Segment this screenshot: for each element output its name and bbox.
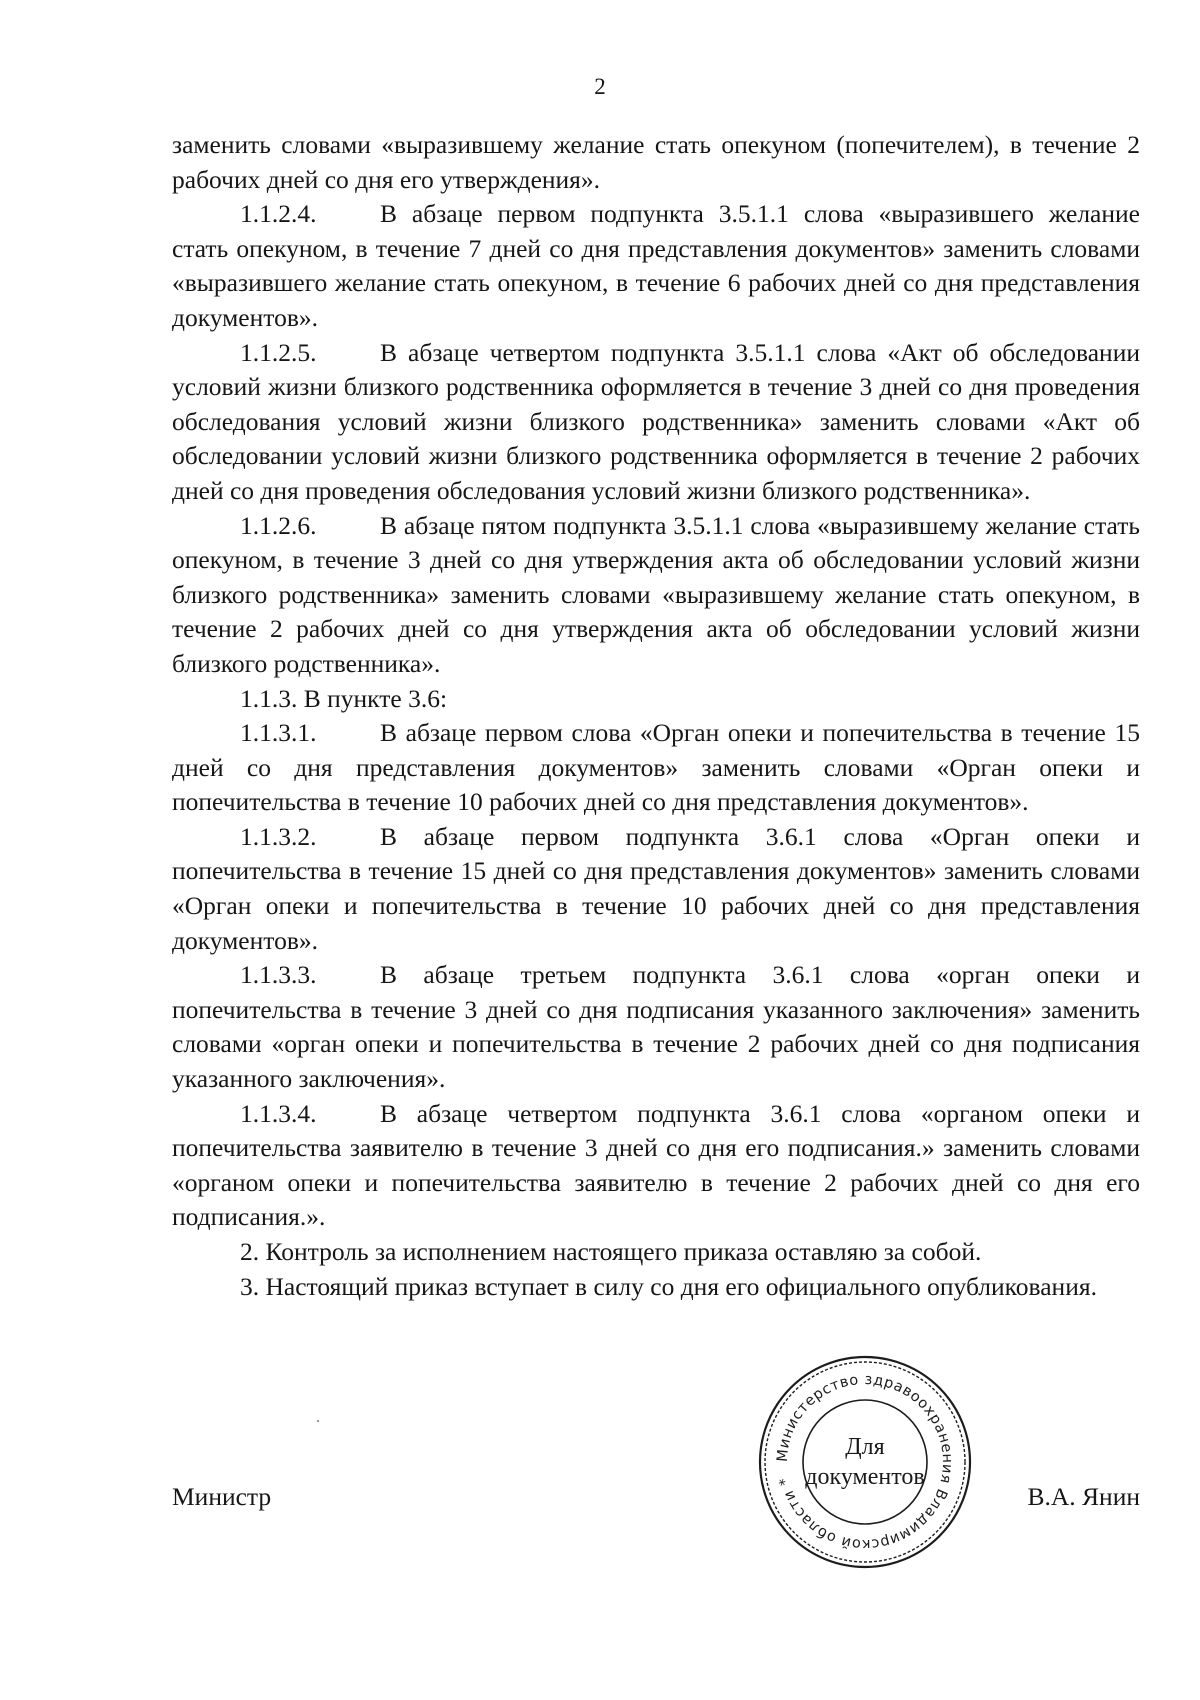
signer-position: Министр	[172, 1482, 272, 1511]
document-body	[172, 128, 1140, 1304]
official-seal	[755, 1352, 975, 1572]
scan-speck	[317, 1420, 319, 1422]
clause-number: 1.1.3.3.	[240, 960, 317, 990]
clause-number: 1.1.3.2.	[240, 821, 317, 851]
signer-name: В.А. Янин	[1027, 1482, 1140, 1511]
clause-2	[172, 1235, 1140, 1270]
clause-number: 1.1.3.4.	[240, 1098, 317, 1128]
paragraph-continuation	[172, 128, 1140, 197]
clause-1-1-3-2	[172, 820, 1140, 958]
paragraph-text: В абзаце третьем подпункта 3.6.1 слова «орган опеки и попечительства в течение 3 дней со дня подписания указанного заключения» заменить словами «орган опеки и попечительства в течение 2 рабочих дней со дня подписания указанного заключения».	[172, 960, 1140, 1094]
paragraph-text: В абзаце четвертом подпункта 3.5.1.1 слова «Акт об обследовании условий жизни близкого родственника оформляется в течение 3 дней со дня проведения обследования условий жизни близкого родственника» заменить словами «Акт об обследовании условий жизни близкого родственника оформляется в течение 2 рабочих дней со дня проведения обследования условий жизни близкого родственника».	[172, 337, 1140, 505]
clause-1-1-3	[172, 682, 1140, 717]
paragraph-text: В абзаце первом подпункта 3.6.1 слова «Орган опеки и попечительства в течение 15 дней со дня представления документов» заменить словами «Орган опеки и попечительства в течение 10 рабочих дней со дня представления документов».	[172, 821, 1140, 955]
clause-1-1-2-6	[172, 509, 1140, 682]
clause-1-1-3-4	[172, 1097, 1140, 1235]
seal-center-line-2: документов	[805, 1464, 925, 1490]
clause-number: 1.1.3.1.	[240, 718, 317, 748]
page-number: 2	[594, 74, 606, 99]
seal-center-text	[755, 1352, 975, 1572]
clause-1-1-3-1	[172, 716, 1140, 820]
paragraph-text: В абзаце четвертом подпункта 3.6.1 слова «органом опеки и попечительства заявителю в течение 3 дней со дня его подписания.» заменить словами «органом опеки и попечительства заявителю в течение 2 рабочих дней со дня его подписания.».	[172, 1098, 1140, 1232]
clause-3	[172, 1270, 1140, 1305]
clause-1-1-2-4	[172, 197, 1140, 335]
seal-ring-text: Министерство здравоохранения Владимирской области *	[774, 1371, 956, 1553]
paragraph-text: 3. Настоящий приказ вступает в силу со дня его официального опубликования.	[240, 1271, 1097, 1301]
paragraph-text: В абзаце первом слова «Орган опеки и попечительства в течение 15 дней со дня представления документов» заменить словами «Орган опеки и попечительства в течение 10 рабочих дней со дня представления документов».	[172, 718, 1140, 817]
seal-center-line-1: Для	[845, 1434, 885, 1460]
clause-1-1-3-3	[172, 958, 1140, 1096]
paragraph-text: 2. Контроль за исполнением настоящего приказа оставляю за собой.	[240, 1237, 982, 1266]
paragraph-text: В абзаце пятом подпункта 3.5.1.1 слова «выразившему желание стать опекуном, в течение 3 дней со дня утверждения акта об обследовании условий жизни близкого родственника» заменить словами «выразившему желание стать опекуном, в течение 2 рабочих дней со дня утверждения акта об обследовании условий жизни близкого родственника».	[172, 510, 1140, 678]
clause-1-1-2-5	[172, 336, 1140, 509]
clause-number: 1.1.2.6.	[240, 510, 317, 540]
clause-number: 1.1.2.5.	[240, 337, 317, 367]
paragraph-text: В абзаце первом подпункта 3.5.1.1 слова «выразившего желание стать опекуном, в течение 7 дней со дня представления документов» заменить словами «выразившего желание стать опекуном, в течение 6 рабочих дней со дня представления документов».	[172, 199, 1140, 332]
paragraph-text: заменить словами «выразившему желание стать опекуном (попечителем), в течение 2 рабочих дней со дня его утверждения».	[172, 130, 1140, 194]
clause-number: 1.1.2.4.	[240, 199, 317, 229]
paragraph-text: 1.1.3. В пункте 3.6:	[240, 683, 448, 713]
